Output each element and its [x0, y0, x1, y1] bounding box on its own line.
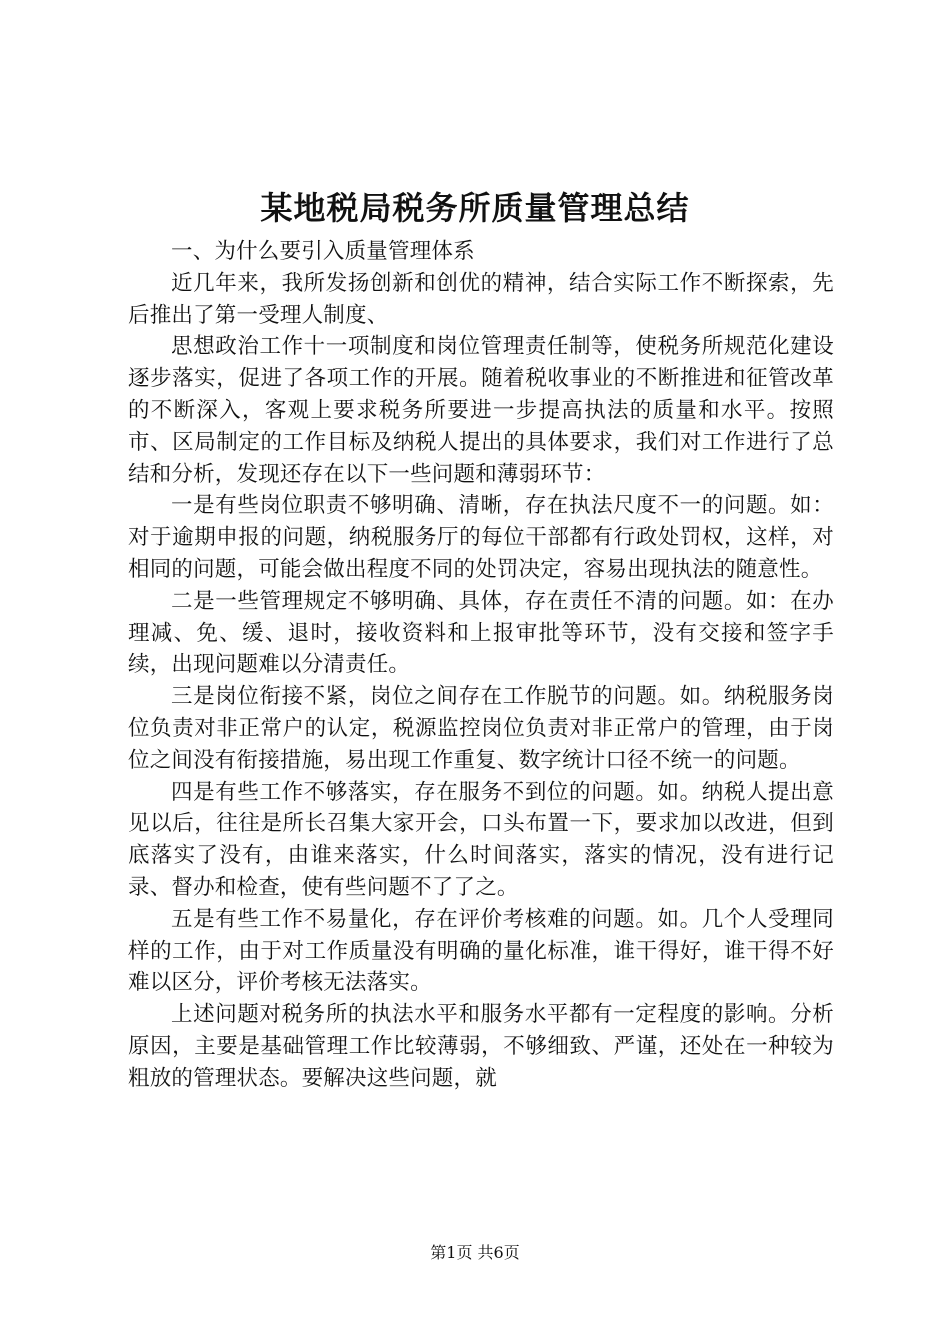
paragraph: 五是有些工作不易量化，存在评价考核难的问题。如。几个人受理同样的工作，由于对工作质量没有明确的量化标准，谁干得好，谁干得不好难以区分，评价考核无法落实。 — [128, 906, 834, 996]
paragraph: 二是一些管理规定不够明确、具体，存在责任不清的问题。如：在办理减、免、缓、退时，接收资料和上报审批等环节，没有交接和签字手续，出现问题难以分清责任。 — [128, 588, 834, 678]
paragraph: 思想政治工作十一项制度和岗位管理责任制等，使税务所规范化建设逐步落实，促进了各项工作的开展。随着税收事业的不断推进和征管改革的不断深入，客观上要求税务所要进一步提高执法的质量和水平。按照市、区局制定的工作目标及纳税人提出的具体要求，我们对工作进行了总结和分析，发现还存在以下一些问题和薄弱环节： — [128, 334, 834, 487]
paragraph: 三是岗位衔接不紧，岗位之间存在工作脱节的问题。如。纳税服务岗位负责对非正常户的认定，税源监控岗位负责对非正常户的管理，由于岗位之间没有衔接措施，易出现工作重复、数字统计口径不统一的问题。 — [128, 684, 834, 773]
document-body — [128, 236, 834, 1095]
section-heading: 一、为什么要引入质量管理体系 — [171, 239, 475, 264]
paragraph: 四是有些工作不够落实，存在服务不到位的问题。如。纳税人提出意见以后，往往是所长召集大家开会，口头布置一下，要求加以改进，但到底落实了没有，由谁来落实，什么时间落实，落实的情况，没有进行记录、督办和检查，使有些问题不了了之。 — [128, 779, 834, 900]
paragraph: 一是有些岗位职责不够明确、清晰，存在执法尺度不一的问题。如：对于逾期申报的问题，纳税服务厅的每位干部都有行政处罚权，这样，对相同的问题，可能会做出程度不同的处罚决定，容易出现执法的随意性。 — [128, 493, 834, 582]
page-number-footer: 第1页 共6页 — [430, 1243, 520, 1262]
paragraph: 上述问题对税务所的执法水平和服务水平都有一定程度的影响。分析原因，主要是基础管理工作比较薄弱，不够细致、严谨，还处在一种较为粗放的管理状态。要解决这些问题，就 — [128, 1002, 834, 1091]
paragraph: 近几年来，我所发扬创新和创优的精神，结合实际工作不断探索，先后推出了第一受理人制度、 — [128, 270, 834, 328]
document-title: 某地税局税务所质量管理总结 — [260, 189, 690, 227]
